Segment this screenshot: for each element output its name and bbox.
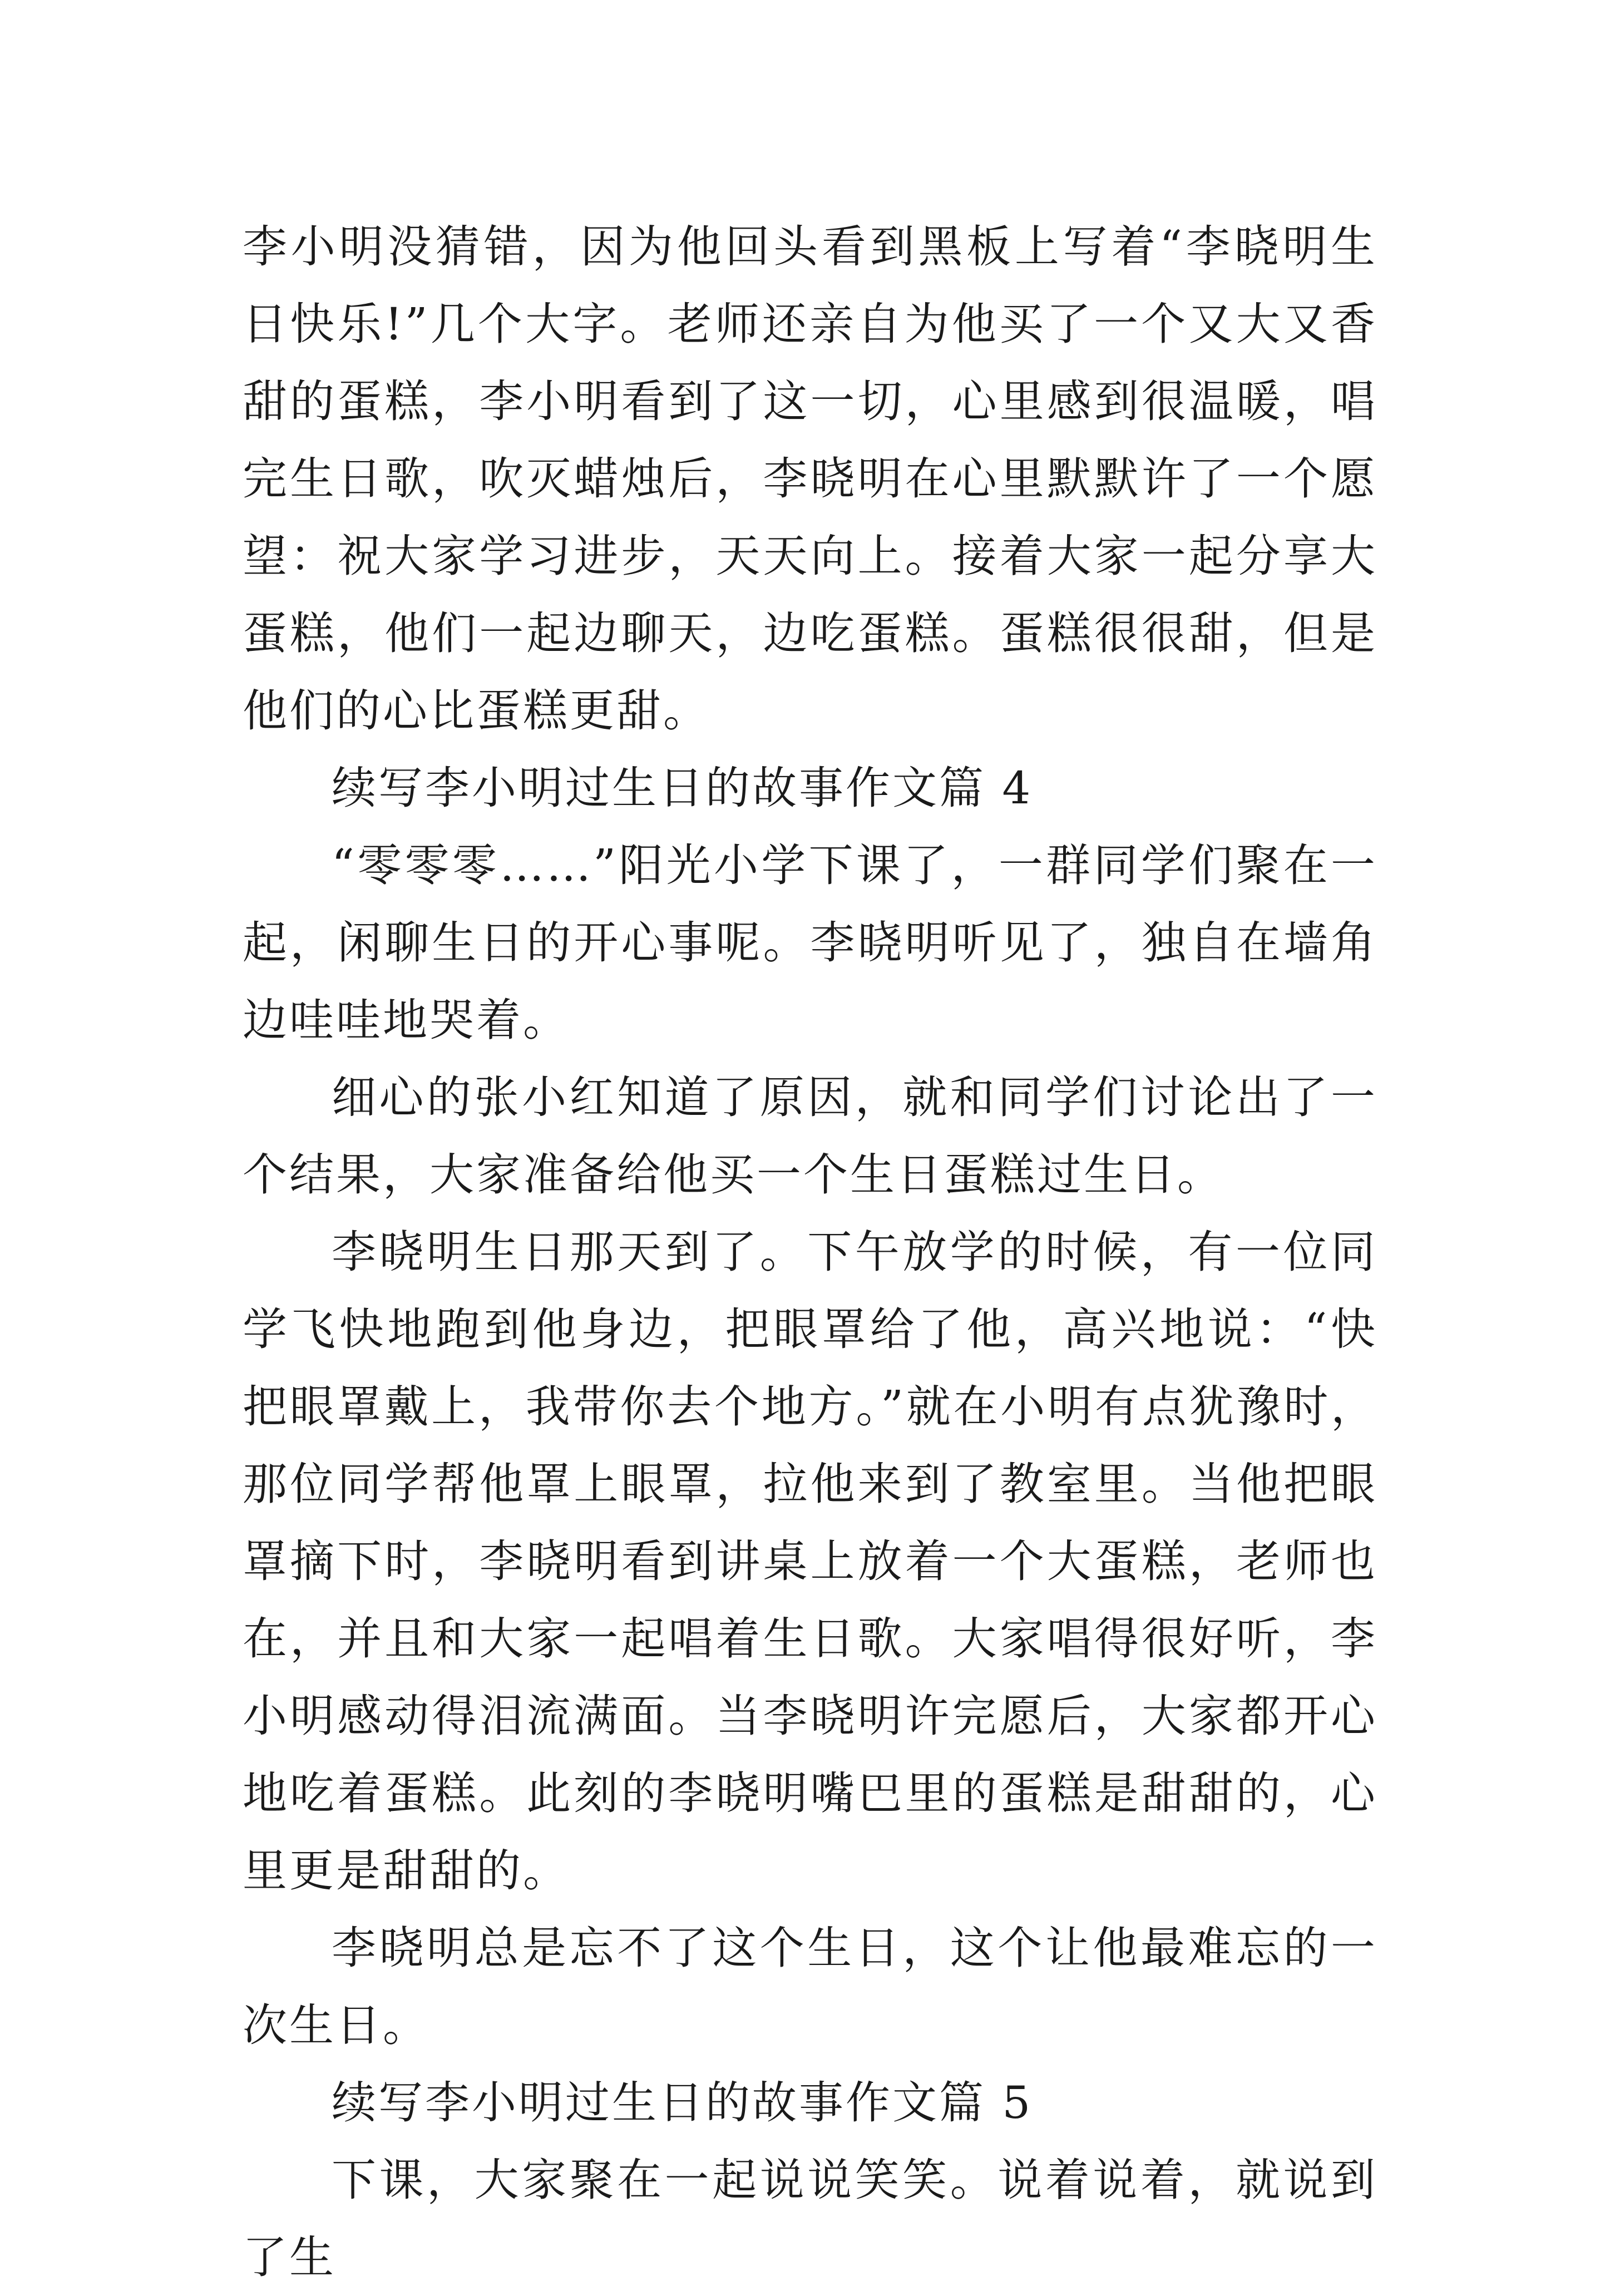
document-body [243, 208, 1377, 2296]
paragraph-1: 李小明没猜错，因为他回头看到黑板上写着“李晓明生日快乐!”几个大字。老师还亲自为他买了一个又大又香甜的蛋糕，李小明看到了这一切，心里感到很温暖，唱完生日歌，吹灭蜡烛后，李晓明在心里默默许了一个愿望：祝大家学习进步，天天向上。接着大家一起分享大蛋糕，他们一起边聊天，边吃蛋糕。蛋糕很很甜，但是他们的心比蛋糕更甜。 [243, 221, 1377, 737]
paragraph-4: 李晓明生日那天到了。下午放学的时候，有一位同学飞快地跑到他身边，把眼罩给了他，高兴地说：“快把眼罩戴上，我带你去个地方。”就在小明有点犹豫时，那位同学帮他罩上眼罩，拉他来到了教室里。当他把眼罩摘下时，李晓明看到讲桌上放着一个大蛋糕，老师也在，并且和大家一起唱着生日歌。大家唱得很好听，李小明感动得泪流满面。当李晓明许完愿后，大家都开心地吃着蛋糕。此刻的李晓明嘴巴里的蛋糕是甜甜的，心里更是甜甜的。 [243, 1226, 1377, 1897]
section-heading-4: 续写李小明过生日的故事作文篇 4 [332, 762, 1033, 814]
paragraph-2: “零零零……”阳光小学下课了，一群同学们聚在一起，闲聊生日的开心事呢。李晓明听见了，独自在墙角边哇哇地哭着。 [243, 840, 1377, 1046]
section-heading-5: 续写李小明过生日的故事作文篇 5 [332, 2077, 1033, 2129]
paragraph-3: 细心的张小红知道了原因，就和同学们讨论出了一个结果，大家准备给他买一个生日蛋糕过生日。 [243, 1072, 1377, 1201]
paragraph-5: 李晓明总是忘不了这个生日，这个让他最难忘的一次生日。 [243, 1922, 1377, 2051]
paragraph-6: 下课，大家聚在一起说说笑笑。说着说着，就说到了生 [243, 2154, 1377, 2283]
